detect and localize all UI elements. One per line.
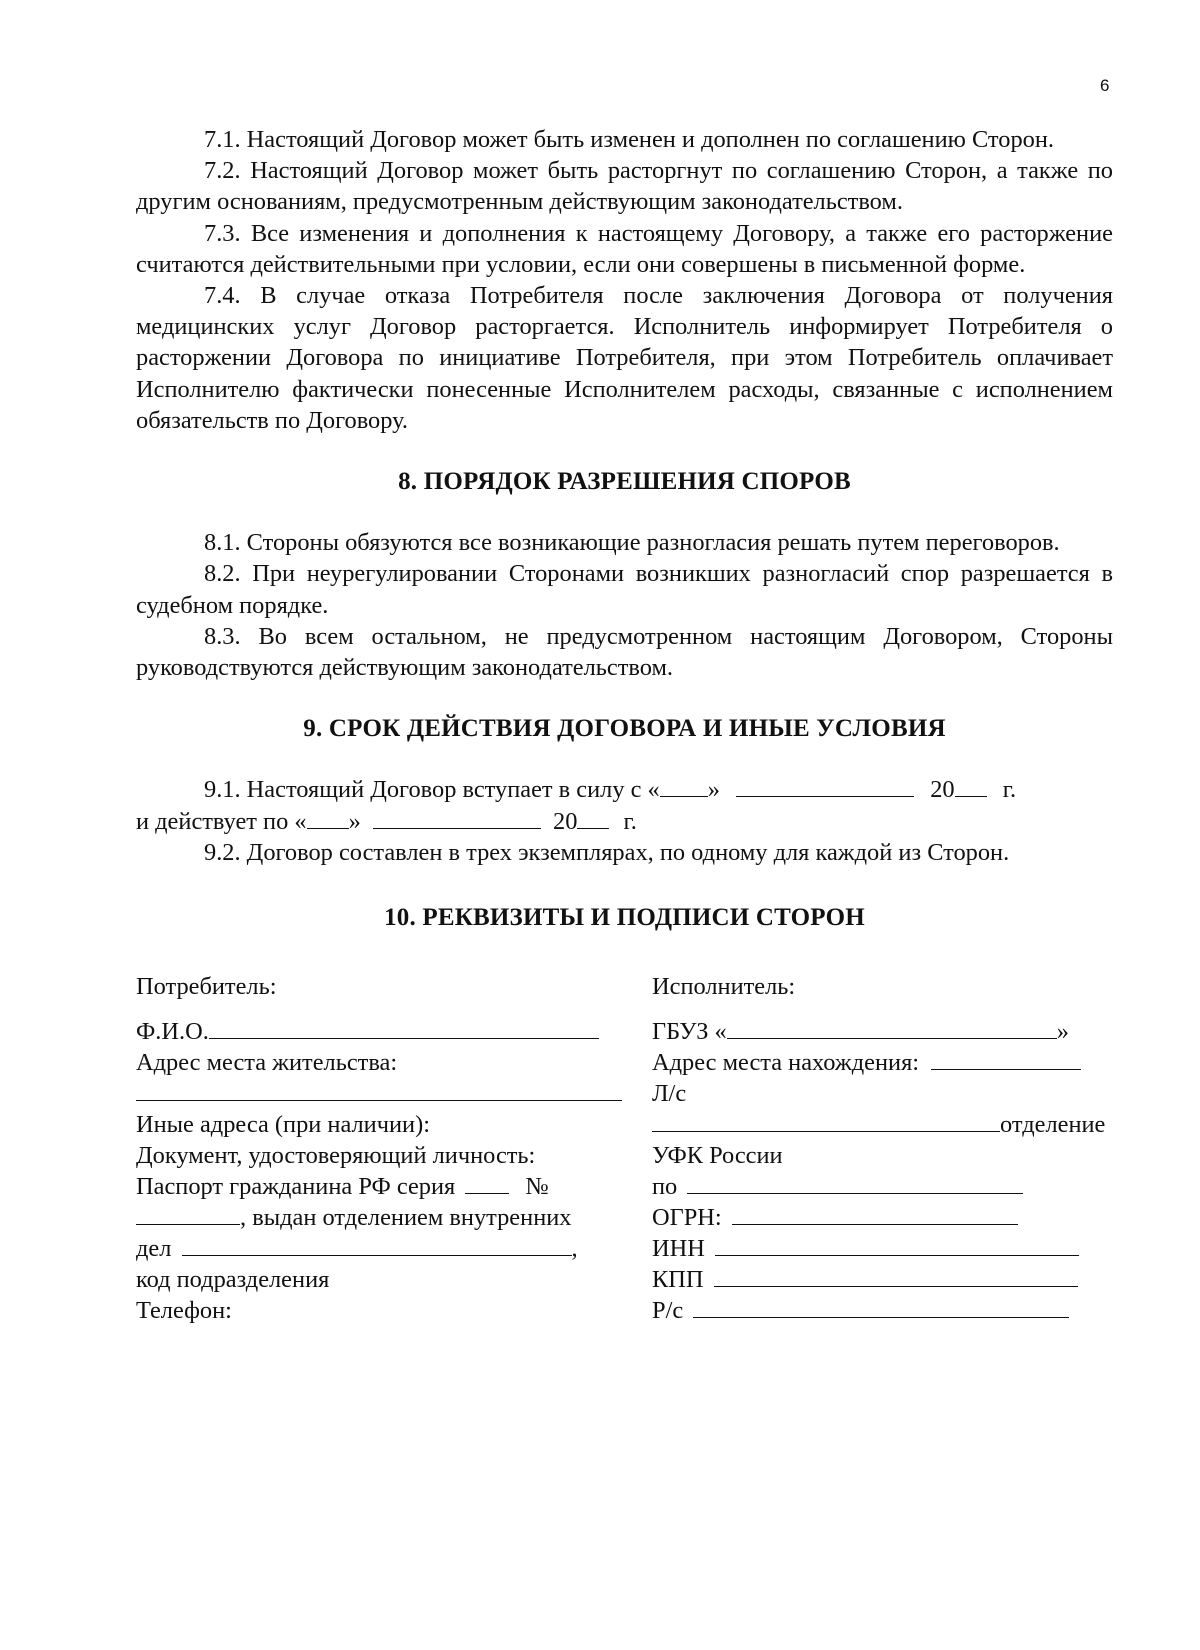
po-label: по: [652, 1173, 678, 1201]
start-day-blank: [660, 776, 708, 797]
passport-series-blank: [465, 1173, 509, 1194]
clause-9-1: [136, 774, 1113, 805]
end-year-blank: [577, 808, 609, 829]
issued-row: [136, 1202, 626, 1233]
consumer-address-label: Адрес места жительства:: [136, 1049, 398, 1077]
kpp-label: КПП: [652, 1266, 704, 1294]
department-blank: [652, 1111, 1000, 1132]
ogrn-blank: [732, 1204, 1018, 1225]
ogrn-row: [652, 1202, 1114, 1233]
phone-label: Телефон:: [136, 1297, 232, 1325]
dept-blank: [182, 1235, 572, 1256]
clause-7-1: 7.1. Настоящий Договор может быть изменен и дополнен по соглашению Сторон.: [204, 126, 1054, 153]
executor-address-row: [652, 1047, 1114, 1078]
clause-8-3: 8.3. Во всем остальном, не предусмотренном настоящим Договором, Стороны руководствуются действующим законодательством.: [136, 622, 1113, 682]
inn-blank: [715, 1235, 1079, 1256]
rs-row: [652, 1295, 1114, 1326]
inn-label: ИНН: [652, 1235, 705, 1263]
ufk-label: УФК России: [652, 1142, 783, 1170]
dept-comma: ,: [571, 1235, 578, 1263]
fio-blank: [209, 1018, 599, 1039]
clause-7-4: 7.4. В случае отказа Потребителя после заключения Договора от получения медицинских услуг Договор расторгается. Исполнитель информирует Потребителя о расторжении Договора по инициативе Потребителя, при этом Потребитель оплачивает Исполнителю фактически понесенные Исполнителем расходы, связанные с исполнением обязательств по Договору.: [136, 282, 1113, 434]
consumer-fio-row: [136, 1016, 626, 1047]
passport-number-sign: №: [525, 1173, 549, 1201]
executor-title: Исполнитель:: [652, 973, 796, 1001]
clause-7-2: 7.2. Настоящий Договор может быть расторгнут по соглашению Сторон, а также по другим основаниям, предусмотренным действующим законодательством.: [136, 157, 1113, 216]
department-label: отделение: [1000, 1111, 1106, 1139]
start-year-g: г.: [1002, 776, 1017, 804]
end-year-label: 20: [553, 807, 578, 835]
dept-row: [136, 1233, 626, 1264]
id-document-label: Документ, удостоверяющий личность:: [136, 1142, 536, 1170]
gbuz-quote-close: »: [1056, 1018, 1069, 1046]
gbuz-label: ГБУЗ «: [652, 1018, 727, 1046]
clause-9-1-end: [136, 806, 1113, 837]
issued-by-label: , выдан отделением внутренних: [240, 1204, 572, 1232]
ogrn-label: ОГРН:: [652, 1204, 722, 1232]
consumer-column: [136, 971, 626, 1326]
inn-row: [652, 1233, 1114, 1264]
clause-8-1: 8.1. Стороны обязуются все возникающие разногласия решать путем переговоров.: [204, 529, 1060, 557]
other-addresses-label: Иные адреса (при наличии):: [136, 1111, 430, 1139]
rs-blank: [693, 1297, 1069, 1318]
passport-label: Паспорт гражданина РФ серия: [136, 1173, 456, 1201]
kpp-row: [652, 1264, 1114, 1295]
start-quote-close: »: [707, 776, 720, 804]
clause-7-3: 7.3. Все изменения и дополнения к настоящему Договору, а также его расторжение считаются действительными при условии, если они совершены в письменной форме.: [136, 219, 1113, 278]
fio-label: Ф.И.О.: [136, 1018, 209, 1046]
section-8-heading: 8. ПОРЯДОК РАЗРЕШЕНИЯ СПОРОВ: [398, 468, 851, 496]
po-blank: [687, 1173, 1023, 1194]
page-number: 6: [1100, 76, 1110, 95]
end-month-blank: [373, 808, 541, 829]
ls-label: Л/с: [652, 1080, 687, 1108]
clause-9-1-text: 9.1. Настоящий Договор вступает в силу с «: [204, 776, 660, 804]
executor-address-label: Адрес места нахождения:: [652, 1049, 920, 1077]
document-body: [136, 124, 1113, 1331]
passport-number-blank: [136, 1204, 240, 1225]
section-10-heading: 10. РЕКВИЗИТЫ И ПОДПИСИ СТОРОН: [384, 904, 865, 932]
rs-label: Р/с: [652, 1297, 684, 1325]
end-year-g: г.: [623, 807, 637, 835]
executor-column: [652, 971, 1114, 1326]
clause-8-2: 8.2. При неурегулировании Сторонами возникших разногласий спор разрешается в судебном порядке.: [136, 560, 1113, 619]
gbuz-row: [652, 1016, 1114, 1047]
passport-row: [136, 1171, 626, 1202]
end-quote-close: »: [348, 807, 361, 835]
start-month-blank: [736, 776, 914, 797]
executor-address-blank: [931, 1049, 1081, 1070]
po-row: [652, 1171, 1114, 1202]
consumer-title: Потребитель:: [136, 973, 277, 1001]
kpp-blank: [714, 1266, 1078, 1287]
address-blank: [136, 1080, 622, 1101]
start-year-label: 20: [930, 776, 955, 804]
division-code-label: код подразделения: [136, 1266, 330, 1294]
department-row: [652, 1109, 1114, 1140]
dept-label: дел: [136, 1235, 172, 1263]
gbuz-blank: [727, 1018, 1057, 1039]
clause-9-2: 9.2. Договор составлен в трех экземплярах, по одному для каждой из Сторон.: [204, 838, 1010, 866]
start-year-blank: [955, 776, 987, 797]
requisites-block: [136, 971, 1113, 1331]
end-day-blank: [307, 808, 349, 829]
section-9-heading: 9. СРОК ДЕЙСТВИЯ ДОГОВОРА И ИНЫЕ УСЛОВИЯ: [303, 715, 946, 743]
consumer-address-row: [136, 1078, 626, 1109]
end-date-text: и действует по «: [136, 807, 307, 835]
